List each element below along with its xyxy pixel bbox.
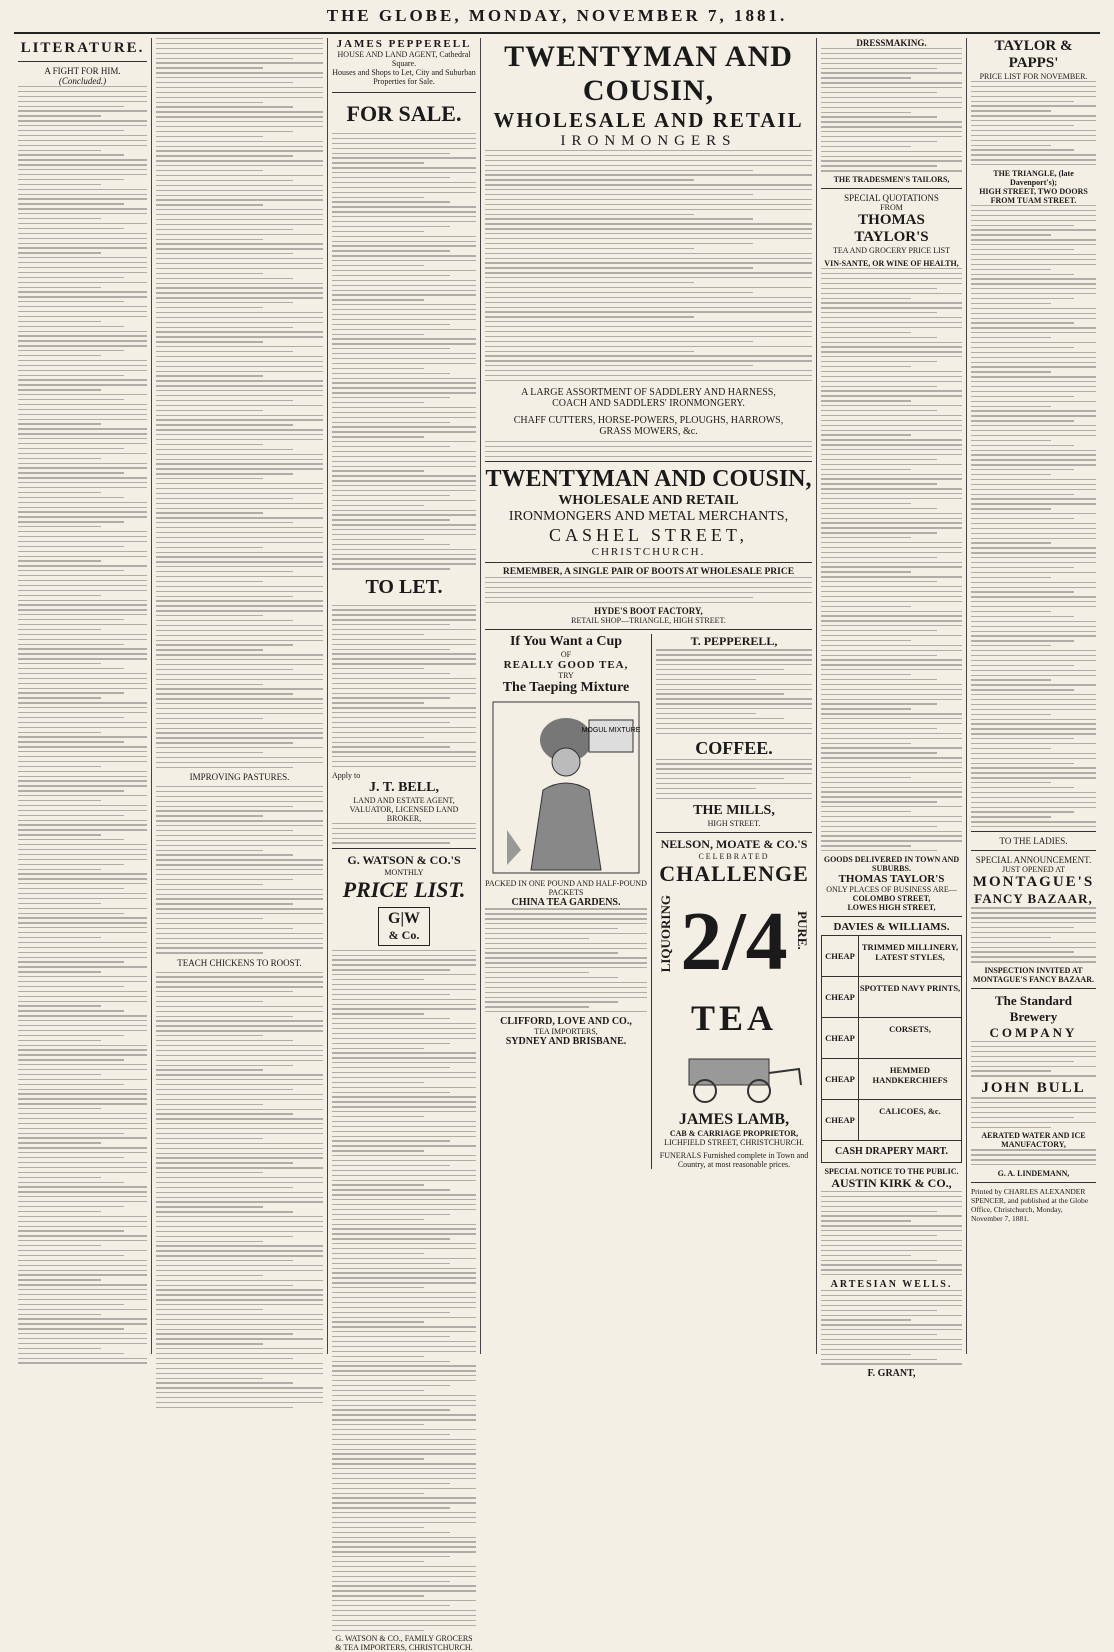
company: COMPANY <box>989 1025 1078 1041</box>
high-street-tuam: HIGH STREET, TWO DOORS FROM TUAM STREET. <box>979 187 1088 206</box>
dressmaking-body <box>821 48 962 172</box>
from-label: FROM <box>880 203 903 213</box>
twentyman-title-2: TWENTYMAN AND COUSIN, <box>485 466 812 493</box>
cheap-item: HEMMED HANDKERCHIEFS <box>872 1065 948 1086</box>
cup-line-4: TRY <box>558 671 574 681</box>
james-lamb: JAMES LAMB, <box>678 1110 790 1128</box>
watson-logo <box>378 907 430 946</box>
section-heading: TEACH CHICKENS TO ROOST. <box>177 957 302 968</box>
bell-subtitle: LAND AND ESTATE AGENT, VALUATOR, LICENSED LAND BROKER, <box>349 795 459 823</box>
the-triangle: THE TRIANGLE, (late Davenport's); <box>993 169 1074 188</box>
austin-kirk: AUSTIN KIRK & CO., <box>831 1176 952 1191</box>
column-literature <box>14 38 151 1354</box>
retail-shop: RETAIL SHOP—TRIANGLE, HIGH STREET. <box>571 616 726 626</box>
john-bull: JOHN BULL <box>981 1080 1086 1097</box>
article-body <box>156 786 323 954</box>
cheap-label: CHEAP <box>822 977 859 1017</box>
to-let-listings <box>332 605 476 768</box>
tea-word: TEA <box>690 997 778 1038</box>
bell-details <box>332 823 476 844</box>
cup-line-1: If You Want a Cup <box>509 634 623 650</box>
mills-high-street: HIGH STREET. <box>707 818 761 828</box>
price-list-heading: PRICE LIST. <box>342 876 466 902</box>
twentyman-title: TWENTYMAN AND COUSIN, <box>504 40 793 107</box>
mogul-figure-illustration <box>491 700 641 875</box>
nelson-moate: NELSON, MOATE & CO.'S <box>660 836 808 851</box>
coffee-heading: COFFEE. <box>695 737 773 758</box>
vin-sante: VIN-SANTE, OR WINE OF HEALTH, <box>824 259 959 269</box>
just-opened: JUST OPENED AT <box>1002 865 1065 875</box>
pepperell-body <box>656 649 812 733</box>
agent-subtitle: HOUSE AND LAND AGENT, Cathedral Square. <box>337 50 471 68</box>
lichfield-street: LICHFIELD STREET, CHRISTCHURCH. <box>664 1137 804 1147</box>
story-title: A FIGHT FOR HIM. <box>44 66 121 76</box>
printers-imprint: Printed by CHARLES ALEXANDER SPENCER, and published at the Globe Office, Christchurch, Monday, November 7, 1881. <box>971 1187 1089 1224</box>
column-ironmongers <box>481 38 816 1354</box>
brewery-body <box>971 1041 1096 1077</box>
cup-line-2: OF <box>560 650 572 660</box>
cheap-item: CALICOES, &c. <box>879 1106 941 1117</box>
story-body <box>18 86 147 1364</box>
cashel-street: CASHEL STREET, <box>549 525 748 546</box>
thomas-taylor: THOMAS TAYLOR'S <box>854 212 929 246</box>
cup-line-3: REALLY GOOD TEA, <box>503 659 629 672</box>
dressmaking-heading: DRESSMAKING. <box>856 38 927 48</box>
special-quotations: SPECIAL QUOTATIONS <box>844 193 939 204</box>
celebrated: CELEBRATED <box>698 851 770 861</box>
section-heading: IMPROVING PASTURES. <box>189 772 290 782</box>
watson-footer: G. WATSON & CO., FAMILY GROCERS & TEA IMPORTERS, CHRISTCHURCH. <box>335 1634 473 1652</box>
liquoring-label: LIQUORING <box>658 894 673 972</box>
to-the-ladies: TO THE LADIES. <box>999 836 1068 847</box>
price-block <box>656 887 812 997</box>
for-sale-listings <box>332 133 476 570</box>
standard-brewery: The Standard Brewery <box>995 993 1072 1025</box>
hydes-factory: HYDE'S BOOT FACTORY, <box>594 606 703 617</box>
sydney-brisbane: SYDNEY AND BRISBANE. <box>505 1036 627 1048</box>
grocery-prices <box>821 268 962 851</box>
christchurch: CHRISTCHURCH. <box>591 546 706 559</box>
special-notice: SPECIAL NOTICE TO THE PUBLIC. <box>824 1167 959 1177</box>
watson-price-list <box>332 950 476 1631</box>
inspection-invited: INSPECTION INVITED AT MONTAGUE'S FANCY BAZAAR. <box>973 966 1094 985</box>
taylor-papps-intro <box>971 81 1096 165</box>
austin-body <box>821 1191 962 1275</box>
metal-merchants: IRONMONGERS AND METAL MERCHANTS, <box>508 509 789 525</box>
challenge: CHALLENGE <box>659 860 809 886</box>
cheap-item: SPOTTED NAVY PRINTS, <box>859 983 961 994</box>
cheap-box <box>821 935 962 1163</box>
fancy-bazaar: FANCY BAZAAR, <box>974 891 1093 907</box>
pure-label: PURE. <box>795 910 810 950</box>
lindemann: G. A. LINDEMANN, <box>997 1169 1070 1179</box>
taeping-mixture: The Taeping Mixture <box>502 680 630 696</box>
john-bull-body <box>971 1097 1096 1128</box>
tradesmens-tailors: THE TRADESMEN'S TAILORS, <box>833 175 950 185</box>
watson-logo-co: & Co. <box>388 927 420 942</box>
cheap-label: CHEAP <box>822 1059 859 1099</box>
thomas-taylor-2: THOMAS TAYLOR'S <box>838 873 945 886</box>
tea-importers: TEA IMPORTERS, <box>534 1027 598 1037</box>
chaff-cutters: CHAFF CUTTERS, HORSE-POWERS, PLOUGHS, HARROWS, GRASS MOWERS, &c. <box>513 415 784 438</box>
the-mills: THE MILLS, <box>693 802 775 818</box>
artesian-body <box>821 1290 962 1365</box>
watson-logo-mark: G|W <box>388 909 420 927</box>
aerated-water: AERATED WATER AND ICE MANUFACTORY, <box>981 1131 1086 1150</box>
goods-delivered: GOODS DELIVERED IN TOWN AND SUBURBS. <box>823 855 960 874</box>
ironmongers-label: IRONMONGERS <box>560 133 737 149</box>
cash-drapery-mart: CASH DRAPERY MART. <box>822 1140 961 1162</box>
remember-boots: REMEMBER, A SINGLE PAIR OF BOOTS AT WHOLESALE PRICE <box>502 567 795 578</box>
montagues: MONTAGUE'S <box>972 874 1095 891</box>
saddlery-notice: A LARGE ASSORTMENT OF SADDLERY AND HARNESS, COACH AND SADDLERS' IRONMONGERY. <box>521 387 776 410</box>
taeping-ad <box>485 634 647 1168</box>
cab-proprietor: CAB & CARRIAGE PROPRIETOR, <box>669 1128 799 1138</box>
literature-heading: LITERATURE. <box>20 40 145 56</box>
carriage-illustration <box>659 1045 809 1105</box>
right-ads <box>651 634 812 1168</box>
bell-name: J. T. BELL, <box>369 779 439 795</box>
aerated-body <box>971 1149 1096 1165</box>
analysis-text <box>485 908 647 1012</box>
for-sale-heading: FOR SALE. <box>346 101 462 126</box>
lowes-high-street: LOWES HIGH STREET, <box>847 903 936 913</box>
taylor-papps-prices <box>971 205 1096 827</box>
mogul-label: MOGUL MIXTURE <box>581 727 641 735</box>
ironmongers-footnote <box>485 441 812 457</box>
cheap-row <box>822 976 961 1017</box>
watson-title: G. WATSON & CO.'S <box>347 852 461 867</box>
wholesale-retail: WHOLESALE AND RETAIL <box>493 108 804 132</box>
column-notices <box>817 38 966 1380</box>
agent-line: Houses and Shops to Let, City and Suburban Properties for Sale. <box>332 68 476 86</box>
tea-grocery-list: TEA AND GROCERY PRICE LIST <box>832 246 951 256</box>
price-2-4: 2/4 <box>680 894 788 988</box>
taylor-papps-title: TAYLOR & PAPPS' <box>994 38 1073 71</box>
column-agents <box>328 38 480 1652</box>
pepperell-name: T. PEPPERELL, <box>690 634 778 649</box>
cheap-row <box>822 1058 961 1099</box>
cheap-item: CORSETS, <box>889 1024 931 1035</box>
only-places: ONLY PLACES OF BUSINESS ARE— <box>826 885 957 895</box>
coffee-body <box>656 759 812 799</box>
to-let-heading: TO LET. <box>365 575 443 598</box>
funerals: FUNERALS Furnished complete in Town and Country, at most reasonable prices. <box>659 1150 809 1169</box>
f-grant: F. GRANT, <box>867 1368 916 1380</box>
cheap-label: CHEAP <box>822 1100 859 1140</box>
agent-name: JAMES PEPPERELL <box>336 38 472 50</box>
wholesale-retail-2: WHOLESALE AND RETAIL <box>558 493 739 509</box>
apply-to: Apply to <box>332 770 361 780</box>
cheap-item: TRIMMED MILLINERY, LATEST STYLES, <box>861 942 959 963</box>
article-body <box>156 38 323 768</box>
article-body <box>156 972 323 1409</box>
masthead: THE GLOBE, MONDAY, NOVEMBER 7, 1881. <box>14 6 1100 34</box>
packed-note: PACKED IN ONE POUND AND HALF-POUND PACKETS <box>485 879 647 898</box>
clifford-love: CLIFFORD, LOVE AND CO., <box>500 1016 632 1028</box>
boots-body <box>485 577 812 603</box>
cheap-row <box>822 936 961 976</box>
davies-williams: DAVIES & WILLIAMS. <box>833 921 950 934</box>
column-articles <box>152 38 327 1354</box>
ironmongers-body <box>485 150 812 381</box>
bazaar-body <box>971 907 1096 962</box>
cheap-label: CHEAP <box>822 1018 859 1058</box>
cheap-row <box>822 1017 961 1058</box>
china-gardens: CHINA TEA GARDENS. <box>511 897 621 909</box>
column-taylor-papps <box>967 38 1100 1354</box>
cheap-label: CHEAP <box>822 936 859 976</box>
cheap-row <box>822 1099 961 1140</box>
colombo-street: COLOMBO STREET, <box>852 894 931 904</box>
watson-monthly: MONTHLY <box>384 867 424 877</box>
story-subtitle: (Concluded.) <box>58 76 107 86</box>
price-list-november: PRICE LIST FOR NOVEMBER. <box>979 72 1088 81</box>
artesian-wells: ARTESIAN WELLS. <box>830 1279 953 1291</box>
special-announcement: SPECIAL ANNOUNCEMENT. <box>975 855 1092 866</box>
